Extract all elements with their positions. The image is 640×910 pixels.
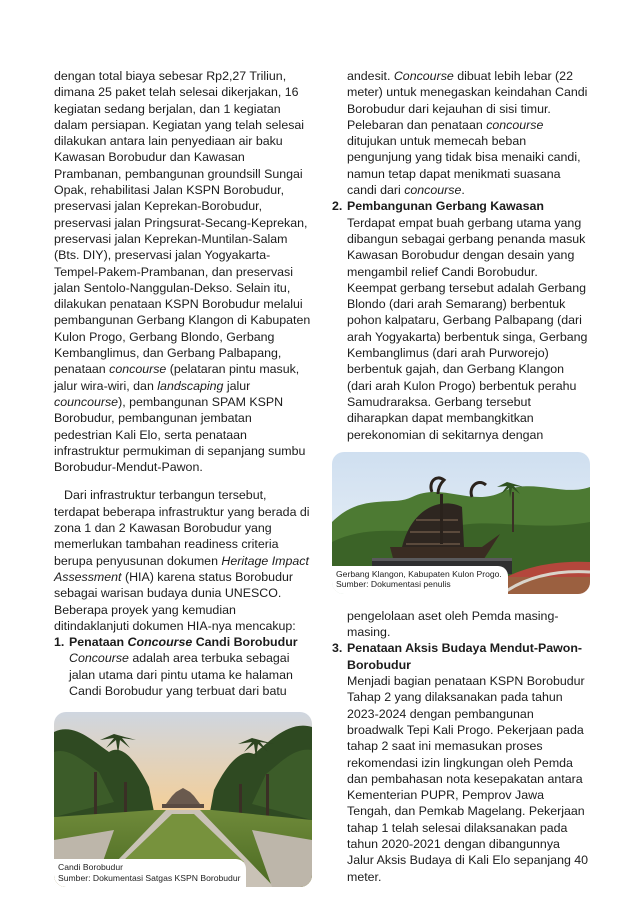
list-item-aksis-budaya (332, 640, 590, 884)
list-item-body: Menjadi bagian penataan KSPN Borobudur Tahap 2 yang dilaksanakan pada tahun 2023-2024 dengan pembangunan broadwalk Tepi Kali Progo. Pekerjaan pada tahap 2 saat ini memasukan proses rekomendasi izin lingkungan oleh Pemda dan pembahasan nota kesepakatan antara Kementerian PUPR, Pemprov Jawa Tengah, dan Pemkab Magelang. Pekerjaan tahap 1 telah selesai dilaksanakan pada tahun 2020-2021 dengan dibangunnya Jalur Aksis Budaya di Kali Elo sepanjang 40 meter. (347, 674, 589, 884)
list-item-body: Concourse adalah area terbuka sebagai jalan utama dari pintu utama ke halaman Candi Borobudur yang terbuat dari batu (69, 651, 293, 698)
left-column (54, 68, 312, 887)
photo-gerbang-klangon (332, 452, 590, 594)
list-item-body: andesit. Concourse dibuat lebih lebar (22 meter) untuk menegaskan keindahan Candi Borobudur dari kejauhan di sisi timur. Pelebaran dan penataan concourse ditujukan untuk memecah beban pengunjung yang tidak bisa menaiki candi, namun tetap dapat menikmati suasana candi dari concourse. (347, 69, 588, 198)
list-item-concourse-continued (332, 68, 590, 198)
photo-candi-borobudur (54, 712, 312, 887)
list-item-title: Pembangunan Gerbang Kawasan (347, 199, 544, 214)
list-number: 1. (54, 635, 65, 650)
list-number: 2. (332, 199, 343, 214)
list-item-title: Penataan Aksis Budaya Mendut-Pawon-Borobudur (347, 641, 583, 672)
list-item-title: Penataan Concourse Candi Borobudur (69, 635, 298, 650)
list-item-body: Terdapat empat buah gerbang utama yang dibangun sebagai gerbang penanda masuk Kawasan Borobudur dengan desain yang mengambil relief Candi Borobudur. Keempat gerbang tersebut adalah Gerbang Blondo (dari arah Semarang) berbentuk pohon kalpataru, Gerbang Palbapang (dari arah Yogyakarta) berbentuk singa, Gerbang Kembanglimus (dari arah Purworejo) berbentuk gajah, dan Gerbang Klangon (dari arah Kulon Progo) berbentuk perahu Samudraraksa. Gerbang tersebut diharapkan dapat membangkitkan perekonomian di sekitarnya dengan (347, 215, 588, 442)
list-number: 3. (332, 641, 343, 656)
right-column (332, 68, 590, 885)
list-item-body: pengelolaan aset oleh Pemda masing-masing. (347, 608, 559, 640)
body-paragraph: Dari infrastruktur terbangun tersebut, terdapat beberapa infrastruktur yang berada di zona 1 dan 2 Kawasan Borobudur yang memerlukan tambahan readiness criteria berupa penyusunan dokumen Heritage Impact Assessment (HIA) karena status Borobudur sebagai warisan budaya dunia UNESCO. Beberapa proyek yang kemudian ditindaklanjuti dokumen HIA-nya mencakup: (54, 488, 310, 633)
photo-caption: Gerbang Klangon, Kabupaten Kulon Progo. Sumber: Dokumentasi penulis (332, 566, 508, 594)
body-paragraph: dengan total biaya sebesar Rp2,27 Triliun, dimana 25 paket telah selesai dikerjakan, 16 kegiatan sedang berjalan, dan 1 kegiatan dalam persiapan. Kegiatan yang telah selesai dilakukan antara lain penyediaan air baku Kawasan Borobudur dan Kawasan Prambanan, pembangunan groundsill Sungai Opak, rehabilitasi Jalan KSPN Borobudur, preservasi jalan Keprekan-Borobudur, preservasi jalan Pringsurat-Secang-Keprekan, preservasi jalan Keprekan-Muntilan-Salam (Bts. DIY), preservasi jalan Yogyakarta-Tempel-Pakem-Prambanan, dan preservasi jalan Sentolo-Nanggulan-Dekso. Selain itu, dilakukan penataan KSPN Borobudur melalui pembangunan Gerbang Klangon di Kabupaten Kulon Progo, Gerbang Blondo, Gerbang Kembanglimus, dan Gerbang Palbapang, penataan concourse (pelataran pintu masuk, jalur wira-wiri, dan landscaping jalur councourse), pembangunan SPAM KSPN Borobudur, pembangunan jembatan pedestrian Kali Elo, serta penataan infrastruktur permukiman di sepanjang sumbu Borobudur-Mendut-Pawon. (54, 69, 311, 475)
list-item-gerbang-kawasan-continued (332, 608, 590, 641)
photo-caption: Candi Borobudur Sumber: Dokumentasi Satgas KSPN Borobudur (54, 859, 246, 887)
list-item-gerbang-kawasan (332, 198, 590, 442)
list-item-concourse (54, 634, 312, 699)
